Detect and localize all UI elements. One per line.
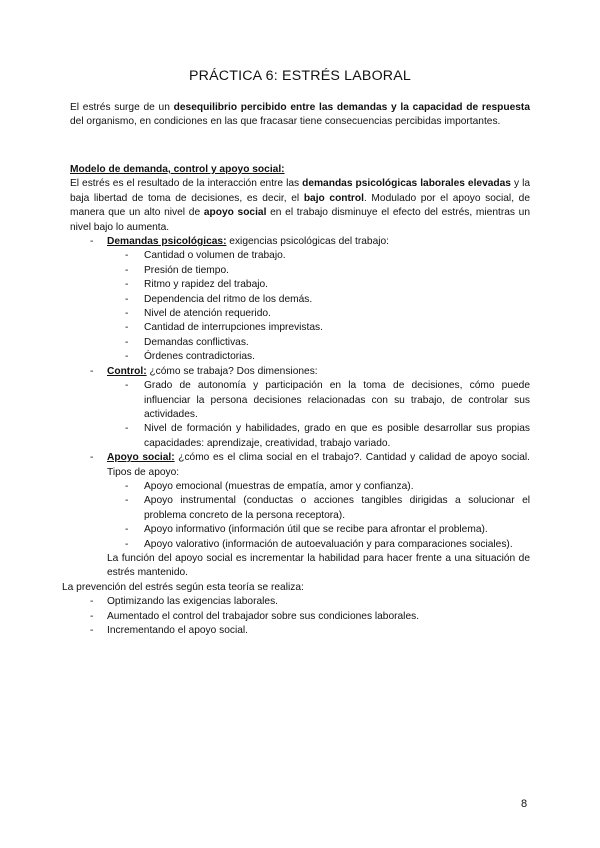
model-bold: demandas psicológicas laborales elevadas [302,178,511,190]
model-text: y la baja libertad de toma de decisiones, es decir, el [70,178,530,204]
demandas-text: exigencias psicológicas del trabajo: [226,236,389,248]
list-item: - Apoyo emocional (muestras de empatía, amor y confianza). [107,480,530,494]
page-title: PRÁCTICA 6: ESTRÉS LABORAL [188,68,412,84]
prevention-list [70,595,530,638]
apoyo-intro [107,451,530,480]
apoyo-closing: La función del apoyo social es incrementar la habilidad para hacer frente a una situación de estrés mantenido. [107,552,530,579]
intro-text: del organismo, en condiciones en las que fracasar tiene consecuencias percibidas importantes. [70,116,501,128]
model-bold: bajo control [303,192,364,204]
list-item-apoyo [70,451,530,581]
control-label: Control: [107,365,147,377]
list-item-control [70,365,530,451]
list-item: - Incrementando el apoyo social. [70,624,530,638]
list-item: - Apoyo instrumental (conductas o acciones tangibles dirigidas a solucionar el problema concreto de la persona receptora). [107,494,530,523]
list-item: - Nivel de atención requerido. [107,307,530,321]
list-item: - Apoyo valorativo (información de autoevaluación y para comparaciones sociales). [107,538,530,552]
list-item: - Aumentado el control del trabajador sobre sus condiciones laborales. [70,610,530,624]
demandas-sublist [107,249,530,364]
list-item: - Presión de tiempo. [107,264,530,278]
model-paragraph [70,177,530,235]
control-text: ¿cómo se trabaja? Dos dimensiones: [146,365,318,377]
list-item: - Demandas conflictivas. [107,336,530,350]
list-item: - Optimizando las exigencias laborales. [70,595,530,609]
prevention-lead: La prevención del estrés según esta teoría se realiza: [62,581,304,593]
model-heading: Modelo de demanda, control y apoyo social: [70,164,285,175]
list-item: - Cantidad o volumen de trabajo. [107,249,530,263]
apoyo-label: Apoyo social: [107,452,175,464]
model-list [70,235,530,581]
list-item: - Ritmo y rapidez del trabajo. [107,278,530,292]
list-item: - Grado de autonomía y participación en la toma de decisiones, cómo puede influenciar la persona decisiones relacionadas con su trabajo, de controlar sus actividades. [107,379,530,422]
list-item-demandas [70,235,530,365]
list-item: - Cantidad de interrupciones imprevistas. [107,321,530,335]
model-text: . Modulado por el apoyo social, de manera que un alto nivel de [70,192,531,219]
model-section [62,163,531,638]
list-item: - Dependencia del ritmo de los demás. [107,293,530,307]
list-item: - Apoyo informativo (información útil que se recibe para afrontar el problema). [107,523,530,537]
page-number: 8 [521,798,528,810]
intro-bold: desequilibrio percibido entre las demandas y la capacidad de respuesta [173,102,530,113]
demandas-label: Demandas psicológicas: [107,236,227,248]
intro-text: El estrés surge de un [70,102,174,113]
list-item: - Nivel de formación y habilidades, grado en que es posible desarrollar sus propias capacidades: aprendizaje, creatividad, trabajo variado. [107,422,530,451]
model-text: El estrés es el resultado de la interacción entre las [70,178,303,190]
model-text: en el trabajo disminuye el efecto del estrés, mientras un nivel bajo lo aumenta. [70,207,531,233]
apoyo-text: ¿cómo es el clima social en el trabajo?. Cantidad y calidad de apoyo social. Tipos de apoyo: [107,452,531,478]
control-sublist [107,379,530,451]
intro-paragraph [70,101,530,130]
apoyo-sublist [107,480,530,552]
list-item: - Órdenes contradictorias. [107,350,530,364]
model-bold: apoyo social [203,207,267,219]
